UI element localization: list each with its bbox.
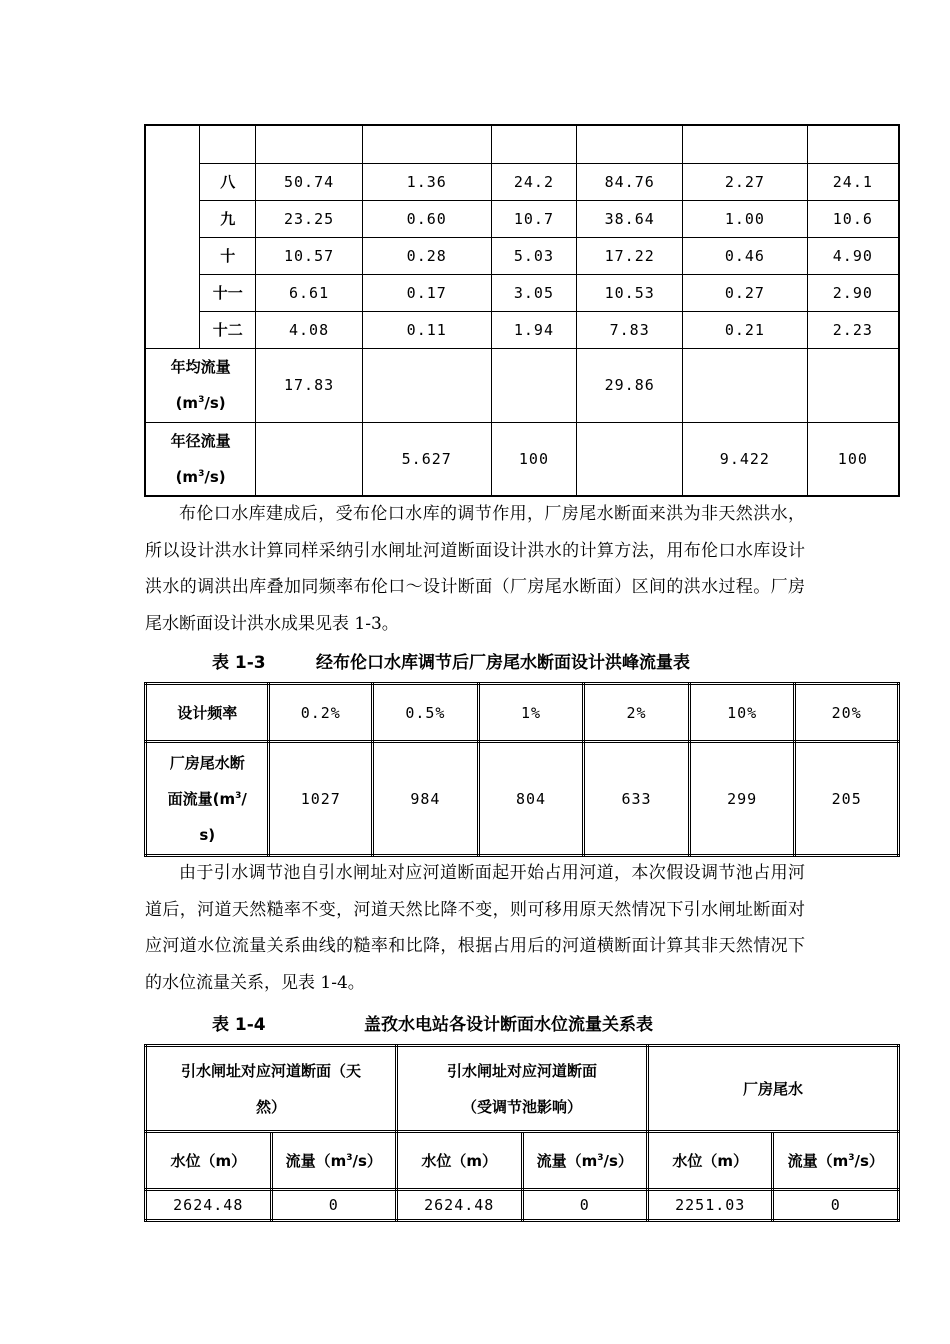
- table-1-3-number: 表 1-3: [212, 653, 266, 673]
- stage-discharge-table: [144, 1044, 900, 1222]
- table-row: 十 10.57 0.28 5.03 17.22 0.46 4.90: [145, 237, 899, 274]
- table-row: 九 23.25 0.60 10.7 38.64 1.00 10.6: [145, 200, 899, 237]
- table-subheader-row: 水位（m） 流量$(m^3/s)$ 水位（m） 流量$(m^3/s)$ 水位（m） 流量$(m^3/s)$: [146, 1132, 899, 1190]
- month-cell: 十: [200, 237, 256, 274]
- table-row-annual-runoff: 年径流量 $(m^3/s)$ 5.627 100 9.422 100: [145, 422, 899, 496]
- table-1-4-number: 表 1-4: [212, 1015, 266, 1035]
- table-row: [145, 125, 899, 163]
- table-header-row: [146, 1046, 899, 1132]
- month-cell: 八: [200, 163, 256, 200]
- table-row-flow: 厂房尾水断 面流量($m^3/$ s) 1027 984 804 633 299 205: [146, 742, 899, 856]
- month-cell: 十二: [200, 311, 256, 348]
- header-tailwater: 厂房尾水: [647, 1046, 898, 1132]
- monthly-flow-table: [144, 124, 900, 497]
- header-natural-section: 引水闸址对应河道断面（天 然）: [146, 1046, 397, 1132]
- table-row: 八 50.74 1.36 24.2 84.76 2.27 24.1: [145, 163, 899, 200]
- design-flood-table: [144, 682, 900, 857]
- merged-cell: [145, 125, 200, 348]
- table-row-annual-avg: 年均流量 $(m^3/s)$ 17.83 29.86: [145, 348, 899, 422]
- table-1-3-title: 经布伦口水库调节后厂房尾水断面设计洪峰流量表: [316, 653, 690, 673]
- table-row-frequency: 设计频率 0.2% 0.5% 1% 2% 10% 20%: [146, 684, 899, 742]
- header-regulated-section: 引水闸址对应河道断面 （受调节池影响）: [396, 1046, 647, 1132]
- frequency-label: 设计频率: [146, 684, 269, 742]
- table-row: 十二 4.08 0.11 1.94 7.83 0.21 2.23: [145, 311, 899, 348]
- annual-runoff-label: 年径流量 $(m^3/s)$: [145, 422, 256, 496]
- table-row: 2624.48 0 2624.48 0 2251.03 0: [146, 1190, 899, 1221]
- month-cell: 十一: [200, 274, 256, 311]
- table-1-4-title: 盖孜水电站各设计断面水位流量关系表: [364, 1015, 653, 1035]
- flow-label: 厂房尾水断 面流量($m^3/$ s): [146, 742, 269, 856]
- annual-avg-label: 年均流量 $(m^3/s)$: [145, 348, 256, 422]
- month-cell: [200, 125, 256, 163]
- paragraph-2: 由于引水调节池自引水闸址对应河道断面起开始占用河道，本次假设调节池占用河道后，河道天然糙率不变，河道天然比降不变，则可移用原天然情况下引水闸址断面对应河道水位流量关系曲线的糙率和比降，根据占用后的河道横断面计算其非天然情况下的水位流量关系，见表 1-4。: [145, 863, 805, 993]
- table-row: 十一 6.61 0.17 3.05 10.53 0.27 2.90: [145, 274, 899, 311]
- paragraph-1: 布伦口水库建成后，受布伦口水库的调节作用，厂房尾水断面来洪为非天然洪水，所以设计洪水计算同样采纳引水闸址河道断面设计洪水的计算方法，用布伦口水库设计洪水的调洪出库叠加同频率布伦口～设计断面（厂房尾水断面）区间的洪水过程。厂房尾水断面设计洪水成果见表 1-3。: [145, 504, 805, 634]
- month-cell: 九: [200, 200, 256, 237]
